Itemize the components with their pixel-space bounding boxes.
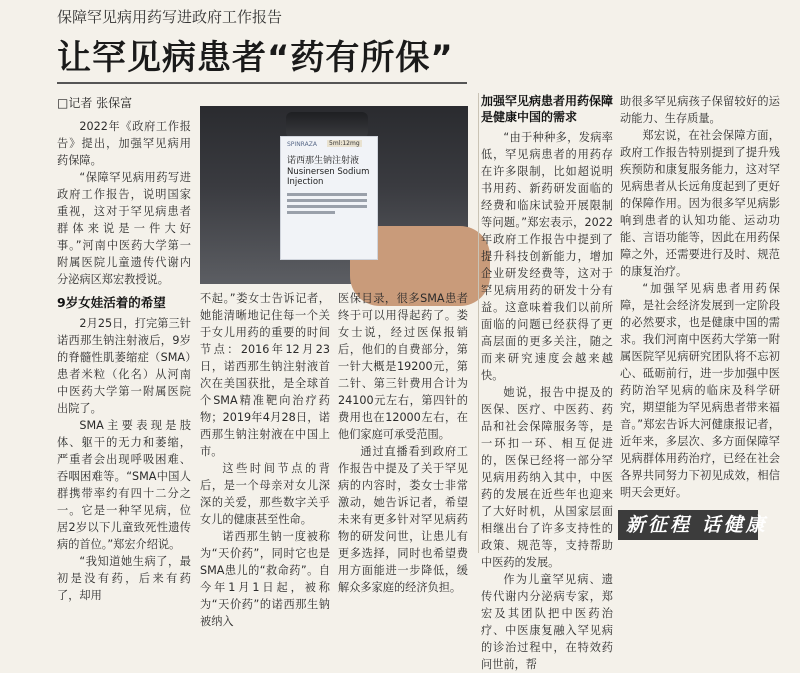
section-heading: 加强罕见病患者用药保障是健康中国的需求 bbox=[481, 94, 614, 124]
paragraph: 助很多罕见病孩子保留较好的运动能力、生存质量。 bbox=[620, 95, 780, 125]
column-1 bbox=[57, 118, 191, 602]
paragraph: SMA主要表现是肢体、躯干的无力和萎缩，严重者会出现呼吸困难、吞咽困难等。“SMA中国人群携带率约有四十二分之一。它是一种罕见病，位居2岁以下儿童致死性遗传病的首位。”郑宏介绍说。 bbox=[57, 419, 191, 551]
paragraph: “保障罕见病用药写进政府工作报告，说明国家重视，这对于罕见病患者群体来说是一件大好事。”河南中医药大学第一附属医院儿童遗传代谢内分泌病区郑宏教授说。 bbox=[57, 171, 191, 286]
paragraph: 通过直播看到政府工作报告中提及了关于罕见病的内容时，娄女士非常激动，她告诉记者，希望未来有更多针对罕见病药物的研发问世，让患儿有更多选择，同时也希望费用方面能进一步降低，缓解众多家庭的经济负担。 bbox=[338, 445, 468, 594]
vial-label bbox=[280, 136, 378, 260]
vial-name-en-2: Injection bbox=[287, 177, 324, 187]
vial-cap bbox=[286, 112, 368, 138]
column-3 bbox=[338, 290, 468, 594]
article-headline: 让罕见病患者“药有所保” bbox=[57, 38, 454, 78]
column-4 bbox=[478, 93, 614, 671]
vial-name-en: Nusinersen Sodium bbox=[287, 167, 370, 177]
paragraph: “我知道她生病了，最初是没有药，后来有药了，却用 bbox=[57, 555, 191, 602]
paragraph: 郑宏说，在社会保障方面，政府工作报告特别提到了提升残疾预防和康复服务能力，这对罕见病患者从长远角度起到了更好的保障作用。因为很多罕见病影响到患者的认知功能、运动功能、言语功能等，因此在用药保障之外，还需要进行及时、规范的康复治疗。 bbox=[620, 129, 780, 278]
article-subtitle: 保障罕见病用药写进政府工作报告 bbox=[57, 8, 283, 26]
column-2 bbox=[200, 290, 330, 628]
column-seal-logo: 新征程 话健康 bbox=[618, 510, 758, 540]
paragraph: 诺西那生钠一度被称为“天价药”，同时它也是SMA患儿的“救命药”。自今年1月1日起，被称为“天价药”的诺西那生钠被纳入 bbox=[200, 530, 330, 628]
vial-fine-print bbox=[287, 193, 367, 217]
paragraph: 2月25日，打完第三针诺西那生钠注射液后，9岁的脊髓性肌萎缩症（SMA）患者米粒（化名）从河南中医药大学第一附属医院出院了。 bbox=[57, 317, 191, 415]
paragraph: 医保目录，很多SMA患者终于可以用得起药了。娄女士说，经过医保报销后，他们的自费部分，第一针大概是19200元，第二针、第三针费用合计为24100元左右，第四针的费用也在12000左右，在他们家庭可承受范围。 bbox=[338, 292, 468, 441]
paragraph: “加强罕见病患者用药保障，是社会经济发展到一定阶段的必然要求，也是健康中国的需求。我们河南中医药大学第一附属医院罕见病研究团队将不忘初心、砥砺前行，进一步加强中医药防治罕见病的临床及科学研究，期望能为罕见病患者带来福音。”郑宏告诉大河健康报记者，近年来，多层次、多方面保障罕见病群体用药治疗，已经在社会各界共同努力下初见成效，相信明天会更好。 bbox=[620, 282, 780, 499]
vial-dose: 5ml:12mg bbox=[329, 140, 360, 147]
byline: □记者 张保富 bbox=[57, 96, 133, 110]
paragraph: 这些时间节点的背后，是一个母亲对女儿深深的关爱，那些数字关乎女儿的健康甚至性命。 bbox=[200, 462, 330, 526]
medicine-photo bbox=[200, 106, 468, 284]
vial-brand: SPINRAZA bbox=[287, 141, 317, 148]
section-heading: 9岁女娃活着的希望 bbox=[57, 295, 166, 310]
paragraph: 她说，报告中提及的医保、医疗、中医药、药品和社会保障服务等，是一环扣一环、相互促进的，医保已经将一部分罕见病用药纳入其中，中医药的发展在近些年也迎来了大好时机，从国家层面相继出台了许多支持性的政策、规范等，支持帮助中医药的发展。 bbox=[481, 386, 613, 569]
paragraph: 2022年《政府工作报告》提出，加强罕见病用药保障。 bbox=[57, 120, 191, 167]
paragraph: 作为儿童罕见病、遗传代谢内分泌病专家，郑宏及其团队把中医药治疗、中医康复融入罕见病的诊治过程中，在特效药问世前，帮 bbox=[481, 573, 613, 671]
paragraph: 不起。”娄女士告诉记者，她能清晰地记住每一个关于女儿用药的重要的时间节点：2016年12月23日，诺西那生钠注射液首次在美国获批，是全球首个SMA精准靶向治疗药物；2019年4月28日，诺西那生钠注射液在中国上市。 bbox=[200, 292, 330, 458]
vial-name-cn: 诺西那生钠注射液 bbox=[287, 156, 360, 166]
paragraph: “由于种种多，发病率低，罕见病患者的用药存在许多限制，比如超说明书用药、新药研发面临的经费和临床试验开展限制等问题。”郑宏表示，2022年政府工作报告中提到了提升科技创新能力，增加企业研发经费等，这对于罕见病用药的研发十分有益。这意味着我们以前所面临的问题已经获得了更高层面的更多关注，随之而来研究速度会越来越快。 bbox=[481, 131, 613, 382]
headline-rule bbox=[57, 82, 467, 84]
column-5 bbox=[620, 93, 780, 513]
